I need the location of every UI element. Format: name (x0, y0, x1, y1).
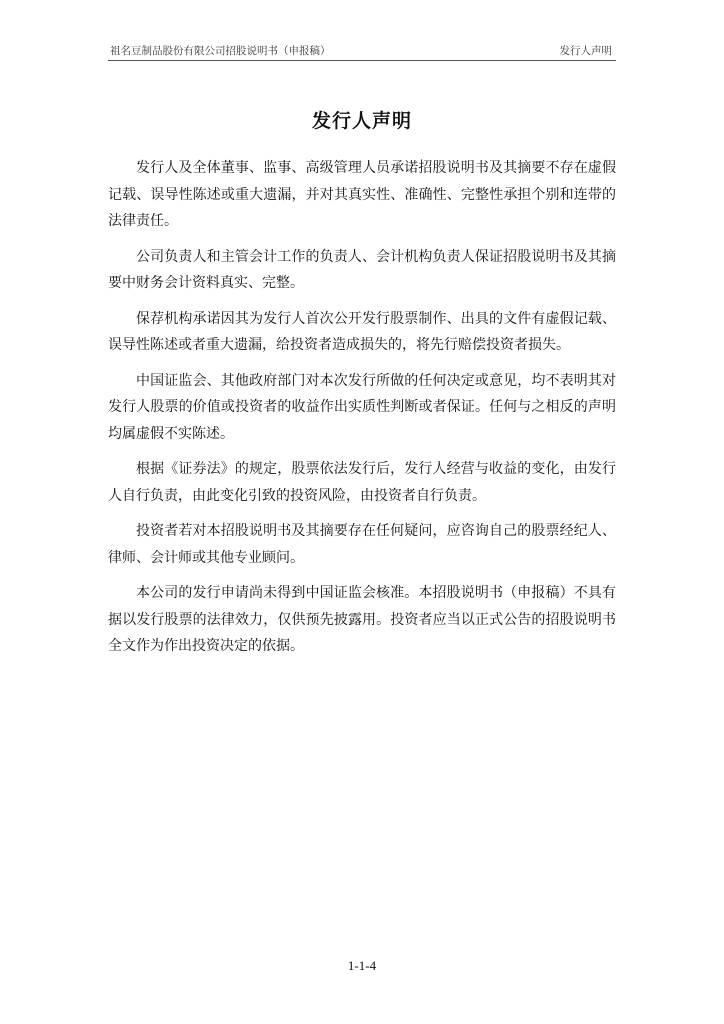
paragraph: 保荐机构承诺因其为发行人首次公开发行股票制作、出具的文件有虚假记载、误导性陈述或者重大遗漏，给投资者造成损失的，将先行赔偿投资者损失。 (108, 310, 616, 353)
paragraph: 根据《证券法》的规定，股票依法发行后，发行人经营与收益的变化，由发行人自行负责，由此变化引致的投资风险，由投资者自行负责。 (108, 461, 616, 504)
paragraph: 投资者若对本招股说明书及其摘要存在任何疑问，应咨询自己的股票经纪人、律师、会计师或其他专业顾问。 (108, 523, 616, 566)
page-header (108, 40, 616, 61)
document-body (108, 155, 616, 669)
page-title: 发行人声明 (311, 110, 412, 132)
paragraph: 发行人及全体董事、监事、高级管理人员承诺招股说明书及其摘要不存在虚假记载、误导性陈述或重大遗漏，并对其真实性、准确性、完整性承担个别和连带的法律责任。 (108, 160, 616, 229)
header-document-title: 祖名豆制品股份有限公司招股说明书（申报稿） (110, 45, 331, 57)
paragraph: 公司负责人和主管会计工作的负责人、会计机构负责人保证招股说明书及其摘要中财务会计资料真实、完整。 (108, 248, 616, 291)
paragraph: 本公司的发行申请尚未得到中国证监会核准。本招股说明书（申报稿）不具有据以发行股票的法律效力，仅供预先披露用。投资者应当以正式公告的招股说明书全文作为作出投资决定的依据。 (108, 585, 616, 654)
header-section-title: 发行人声明 (559, 45, 612, 57)
page-number: 1-1-4 (347, 958, 377, 973)
paragraph: 中国证监会、其他政府部门对本次发行所做的任何决定或意见，均不表明其对发行人股票的价值或投资者的收益作出实质性判断或者保证。任何与之相反的声明均属虚假不实陈述。 (108, 372, 616, 442)
